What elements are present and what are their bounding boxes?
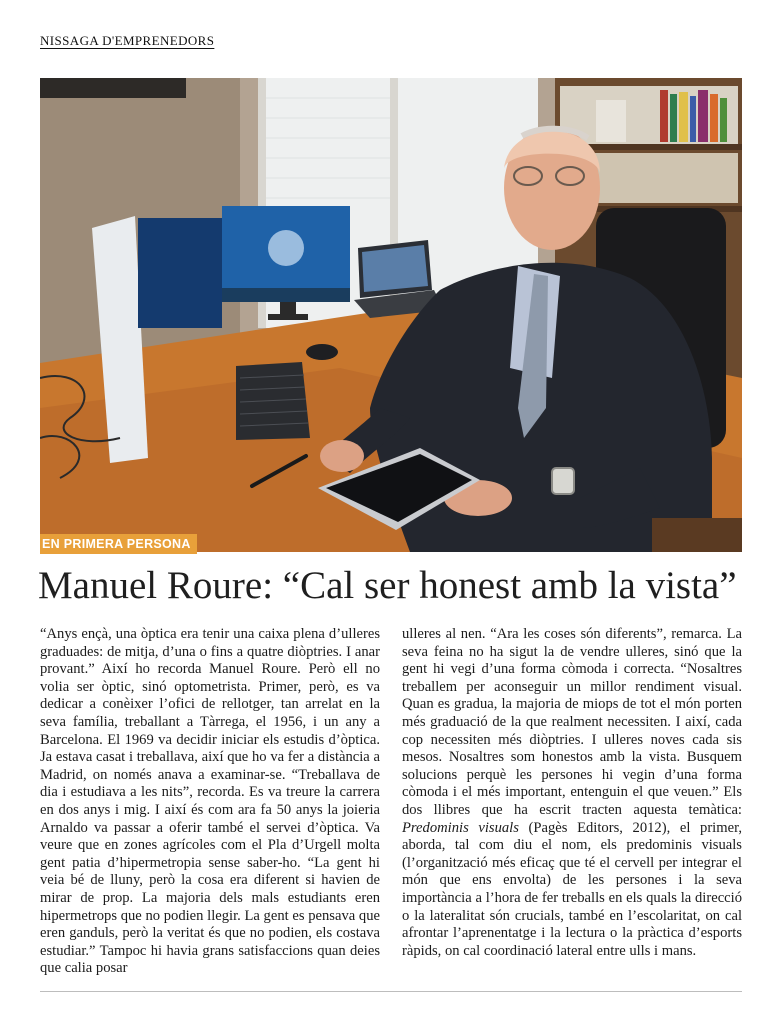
body-text-part-2: (Pagès Editors, 2012), el primer, aborda, tal com diu el nom, els predominis visuals (l’organització més eficaç que té el cervell per integrar el món que ens envolta) de les persones i la seva importància a l’hora de fer treballs en els quals la direcció o la lateralitat són crucials, també en l’escolaritat, on cal afrontar l’aprenentatge i la lectura o la pràctica d’esports ràpids, on cal coordinació lateral entre ulls i mans. <box>402 819 742 959</box>
photo-category-tag: EN PRIMERA PERSONA <box>40 534 197 554</box>
body-text-column-2 <box>402 626 742 960</box>
article-column-2 <box>402 626 742 978</box>
body-text-column-1: “Anys ençà, una òptica era tenir una caixa plena d’ulleres graduades: de mitja, d’una o fins a quatre diòptries. I anar provant.” Així ho recorda Manuel Roure. Però ell no volia ser òptic, sinó optometrista. Primer, però, es va dedicar a conèixer l’ofici de rellotger, tan arrelat en la seva família, treballant a Tàrrega, el 1956, i un any a Barcelona. El 1969 va decidir iniciar els estudis d’òptica. Ja estava casat i treballava, així que ho va fer a distància a Madrid, on només anava a examinar-se. “Treballava de dia i estudiava a les nits”, recorda. Es va treure la carrera en dos anys i mig. I així és com ara fa 50 anys la joieria Arnaldo va passar a oferir també el servei d’òptica. Va veure que en zones agrícoles com el Pla d’Urgell molta gent patia d’hipermetropia sense saber-ho. “La gent hi veia bé de lluny, però la cosa era diferent si havien de mirar de prop. La majoria dels mals estudiants eren hipermetrops que no podien llegir. La gent es pensava que eren ganduls, però la veritat és que no podien, els costava estudiar.” Tampoc hi havia grans satisfaccions quan deies que calia posar <box>40 626 380 977</box>
book-title: Predominis visuals <box>402 819 519 836</box>
bottom-divider <box>40 991 742 992</box>
article-body <box>40 626 742 978</box>
article-photo <box>40 78 742 552</box>
body-text-part-1: ulleres al nen. “Ara les coses són diferents”, remarca. La seva feina no ha sigut la de vendre ulleres, sinó que la gent hi vegi d’una forma còmoda i correcta. “Nosaltres treballem per aconseguir un millor rendiment visual. Quan es gradua, la majoria de miops de tot el món porten més graduació de la que realment necessiten. I així, cada cop necessiten més diòptries. I ulleres noves cada sis mesos. Nosaltres som honestos amb la vista. Busquem solucions perquè les persones hi vegin d’una forma còmoda i el més important, entenguin el que veuen.” Els dos llibres que ha escrit tracten aquesta temàtica: <box>402 626 742 818</box>
section-label: NISSAGA D'EMPRENEDORS <box>40 33 215 48</box>
article-column-1 <box>40 626 380 978</box>
headline: Manuel Roure: “Cal ser honest amb la vista” <box>38 564 737 607</box>
